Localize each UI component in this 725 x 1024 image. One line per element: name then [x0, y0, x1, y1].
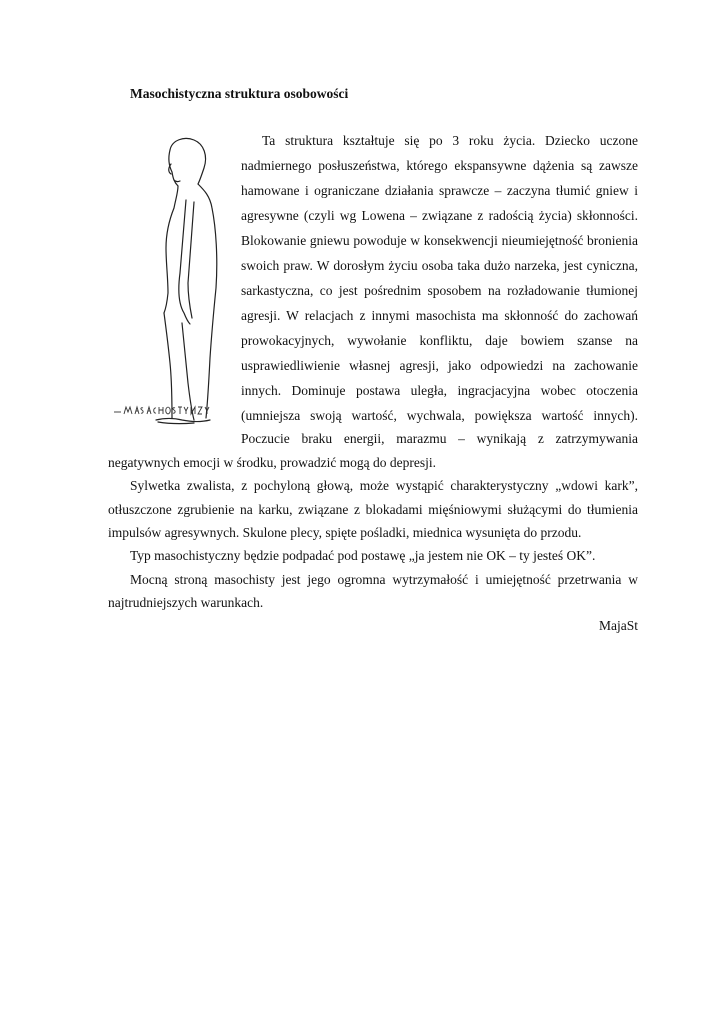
paragraph-1-line: hamowane i ograniczane działania sprawcze – zaczyna tłumić gniew i: [241, 183, 638, 198]
paragraph-4-line: Mocną stroną masochisty jest jego ogromna wytrzymałość i umiejętność przetrwania w: [130, 572, 638, 587]
paragraph-2-line: impulsów agresywnych. Skulone plecy, spięte pośladki, miednica wysunięta do przodu.: [108, 525, 582, 540]
paragraph-1-line: Ta struktura kształtuje się po 3 roku życia. Dziecko uczone: [262, 133, 638, 148]
paragraph-1-line: nadmiernego posłuszeństwa, którego ekspansywne dążenia są zawsze: [241, 158, 638, 173]
figure-illustration: [112, 128, 232, 428]
paragraph-3: Typ masochistyczny będzie podpadać pod postawę „ja jestem nie OK – ty jesteś OK”.: [130, 548, 596, 563]
paragraph-1-line: agresywne (czyli wg Lowena – związane z radością życia) skłonności.: [241, 208, 638, 223]
paragraph-2-line: otłuszczone zgrubienie na karku, związane z blokadami mięśniowymi służącymi do tłumienia: [108, 502, 638, 517]
figure-caption: [112, 403, 222, 422]
human-silhouette-drawing: [112, 128, 232, 428]
author-signature: MajaSt: [599, 618, 638, 633]
paragraph-1-line: sarkastyczna, co jest pośrednim sposobem na rozładowanie tłumionej: [241, 283, 638, 298]
paragraph-1-line: (umniejsza swoją wartość, wychwala, powiększa wartość innych).: [241, 408, 638, 423]
paragraph-1-line: negatywnych emocji w środku, prowadzić mogą do depresji.: [108, 455, 437, 470]
paragraph-1-line: Poczucie braku energii, marazmu – wynikają z zatrzymywania: [241, 431, 638, 446]
paragraph-4-line: najtrudniejszych warunkach.: [108, 595, 264, 610]
paragraph-1-line: agresji. W relacjach z innymi masochista ma skłonność do zachowań: [241, 308, 638, 323]
paragraph-1-line: swoich praw. W dorosłym życiu osoba taka dużo narzeka, jest cyniczna,: [241, 258, 638, 273]
paragraph-1-line: usprawiedliwienie własnej agresji, jako odpowiedzi na zachowanie: [241, 358, 638, 373]
paragraph-1-line: Blokowanie gniewu powoduje w konsekwencji nieumiejętność bronienia: [241, 233, 638, 248]
paragraph-1-line: innych. Dominuje postawa uległa, ingracjacyjna wobec otoczenia: [241, 383, 638, 398]
document-title: Masochistyczna struktura osobowości: [130, 86, 349, 101]
paragraph-1-line: prowokacyjnych, wywołanie konfliktu, daje bowiem szanse na: [241, 333, 638, 348]
paragraph-2-line: Sylwetka zwalista, z pochyloną głową, może wystąpić charakterystyczny „wdowi kark”,: [130, 478, 638, 493]
handwritten-caption-drawing: [112, 403, 222, 417]
